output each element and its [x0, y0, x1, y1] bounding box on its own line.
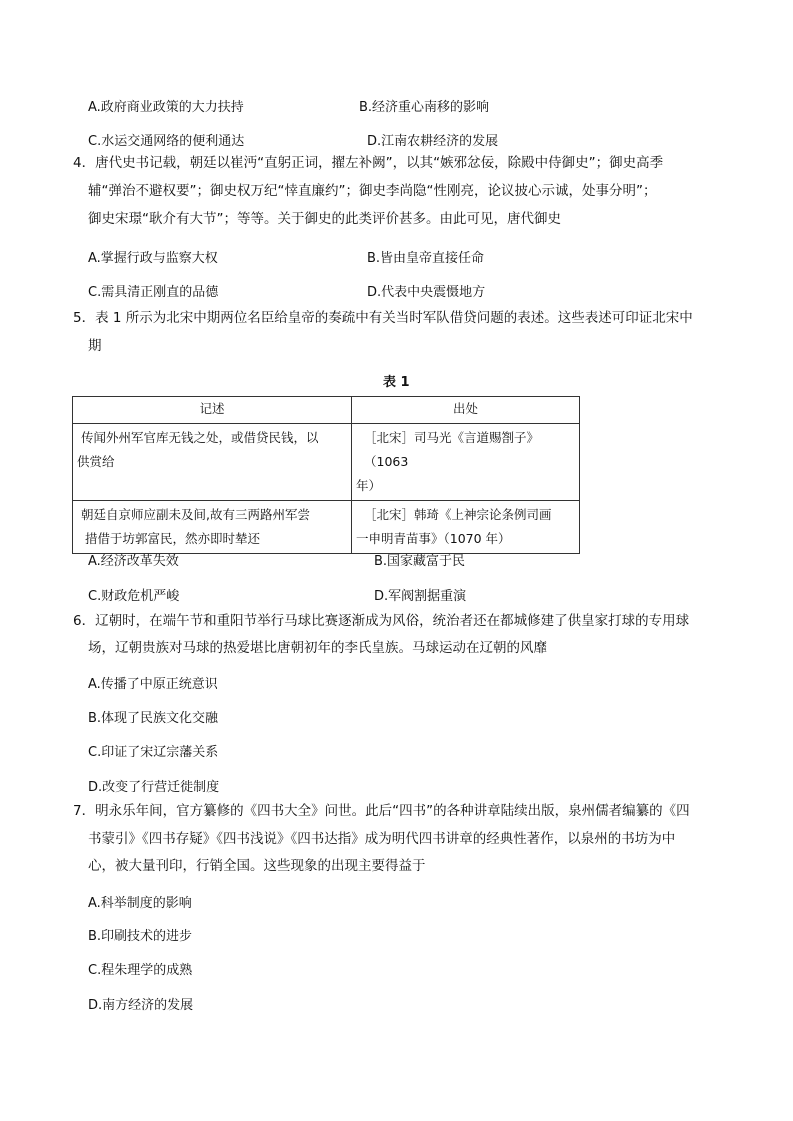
q4-option-b: B.皆由皇帝直接任命	[367, 251, 485, 266]
table-cell-text: 一申明青苗事》（1070 年）	[356, 531, 511, 546]
q6-option-a: A.传播了中原正统意识	[88, 677, 218, 692]
q7-stem-line-3: 心，被大量刊印，行销全国。这些现象的出现主要得益于	[88, 858, 426, 874]
q5-stem-line-1: 5．表 1 所示为北宋中期两位名臣给皇帝的奏疏中有关当时军队借贷问题的表述。这些表述可印证北宋中	[73, 310, 693, 326]
q7-option-b: B.印刷技术的进步	[88, 929, 193, 944]
q7-stem-line-1: 7．明永乐年间，官方纂修的《四书大全》问世。此后“四书”的各种讲章陆续出版，泉州儒者编纂的《四	[73, 803, 690, 819]
q6-stem-line-1: 6．辽朝时，在端午节和重阳节举行马球比赛逐渐成为风俗，统治者还在都城修建了供皇家打球的专用球	[73, 613, 690, 629]
table-caption: 表 1	[383, 375, 410, 390]
q5-option-a: A.经济改革失效	[88, 554, 179, 569]
table-cell-record	[73, 501, 352, 554]
q7-option-a: A.科举制度的影响	[88, 896, 192, 911]
q5-option-c: C.财政危机严峻	[88, 589, 180, 604]
q4-option-a: A.掌握行政与监察大权	[88, 251, 218, 266]
table-cell-text: 传闻外州军官库无钱之处，或借贷民钱，以	[77, 430, 319, 445]
q3-option-b: B.经济重心南移的影响	[359, 100, 490, 115]
table-header-record: 记述	[73, 397, 352, 424]
table-cell-text: ［北宋］司马光《言道赐劄子》（1063	[364, 430, 540, 469]
table-cell-text: ［北宋］韩琦《上神宗论条例司画	[364, 507, 552, 522]
q4-stem-line-1: 4．唐代史书记载，朝廷以崔沔“直躬正词，擢左补阙”，以其“嫉邪忿佞，除殿中侍御史”；御史高季	[73, 155, 664, 171]
q5-stem-line-2: 期	[88, 338, 102, 354]
q6-stem-line-2: 场，辽朝贵族对马球的热爱堪比唐朝初年的李氏皇族。马球运动在辽朝的风靡	[88, 640, 547, 656]
table-header-source: 出处	[352, 397, 580, 424]
table-row	[73, 424, 580, 501]
table-cell-text: 供赏给	[77, 454, 115, 469]
q5-option-b: B.国家藏富于民	[374, 554, 466, 569]
q4-stem-line-3: 御史宋璟“耿介有大节”；等等。关于御史的此类评价甚多。由此可见，唐代御史	[88, 211, 561, 227]
q6-option-d: D.改变了行营迁徙制度	[88, 780, 220, 795]
q7-option-d: D.南方经济的发展	[88, 998, 194, 1013]
q3-option-d: D.江南农耕经济的发展	[367, 134, 499, 149]
table-cell-record	[73, 424, 352, 501]
q6-option-c: C.印证了宋辽宗藩关系	[88, 745, 219, 760]
q4-option-d: D.代表中央震慑地方	[367, 285, 486, 300]
q3-option-c: C.水运交通网络的便利通达	[88, 134, 245, 149]
q4-option-c: C.需具清正刚直的品德	[88, 285, 219, 300]
q3-option-a: A.政府商业政策的大力扶持	[88, 100, 244, 115]
q4-stem-line-2: 辅“弹治不避权要”；御史权万纪“悻直廉约”；御史李尚隐“性刚亮，论议披心示诚，处事分明”；	[88, 183, 657, 199]
q7-stem-line-2: 书蒙引》《四书存疑》《四书浅说》《四书达指》成为明代四书讲章的经典性著作，以泉州的书坊为中	[88, 831, 676, 847]
table-cell-text: 措借于坊郭富民，然亦即时辇还	[85, 531, 261, 546]
table-cell-text: 朝廷自京师应副未及间,故有三两路州军尝	[77, 507, 310, 522]
table-row	[73, 501, 580, 554]
table-cell-source	[352, 424, 580, 501]
table-cell-source	[352, 501, 580, 554]
q6-option-b: B.体现了民族文化交融	[88, 711, 219, 726]
table-cell-text: 年）	[356, 478, 382, 493]
q5-option-d: D.军阀割据重演	[374, 589, 467, 604]
q7-option-c: C.程朱理学的成熟	[88, 963, 193, 978]
table-1	[72, 396, 580, 554]
table-header-row	[73, 397, 580, 424]
